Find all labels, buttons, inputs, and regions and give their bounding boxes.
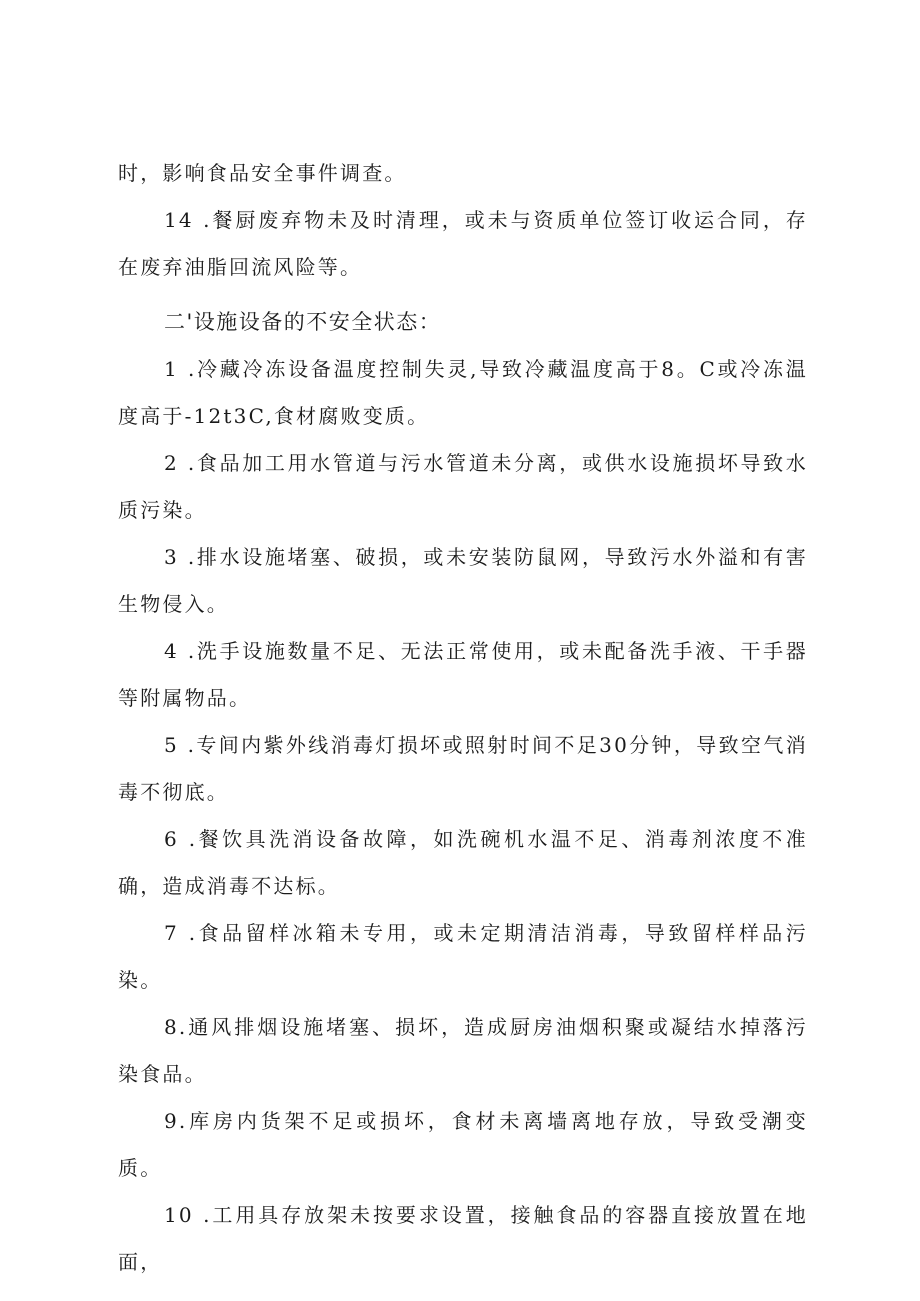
paragraph-item-8: 8.通风排烟设施堵塞、损坏，造成厨房油烟积聚或凝结水掉落污染食品。: [118, 1015, 808, 1086]
paragraph-item-2: 2 .食品加工用水管道与污水管道未分离，或供水设施损坏导致水质污染。: [118, 451, 808, 522]
paragraph-item-9: 9.库房内货架不足或损坏，食材未离墙离地存放，导致受潮变质。: [118, 1109, 808, 1180]
paragraph-item-1: 1 .冷藏冷冻设备温度控制失灵,导致冷藏温度高于8。C或冷冻温度高于-12t3C,食材腐败变质。: [118, 357, 808, 428]
paragraph-item-14: 14 .餐厨废弃物未及时清理，或未与资质单位签订收运合同，存在废弃油脂回流风险等。: [118, 208, 808, 279]
paragraph-item-3: 3 .排水设施堵塞、破损，或未安装防鼠网，导致污水外溢和有害生物侵入。: [118, 545, 808, 616]
paragraph-item-6: 6 .餐饮具洗消设备故障，如洗碗机水温不足、消毒剂浓度不准确，造成消毒不达标。: [118, 827, 808, 898]
paragraph-item-7: 7 .食品留样冰箱未专用，或未定期清洁消毒，导致留样样品污染。: [118, 921, 808, 992]
paragraph-item-5: 5 .专间内紫外线消毒灯损坏或照射时间不足30分钟，导致空气消毒不彻底。: [118, 733, 808, 804]
paragraph-continuation: 时，影响食品安全事件调查。: [118, 161, 407, 185]
document-body: [118, 150, 808, 1286]
section-heading: 二'设施设备的不安全状态：: [164, 310, 442, 334]
paragraph-item-4: 4 .洗手设施数量不足、无法正常使用，或未配备洗手液、干手器等附属物品。: [118, 639, 808, 710]
paragraph-item-10: 10 .工用具存放架未按要求设置，接触食品的容器直接放置在地面，: [118, 1203, 808, 1274]
